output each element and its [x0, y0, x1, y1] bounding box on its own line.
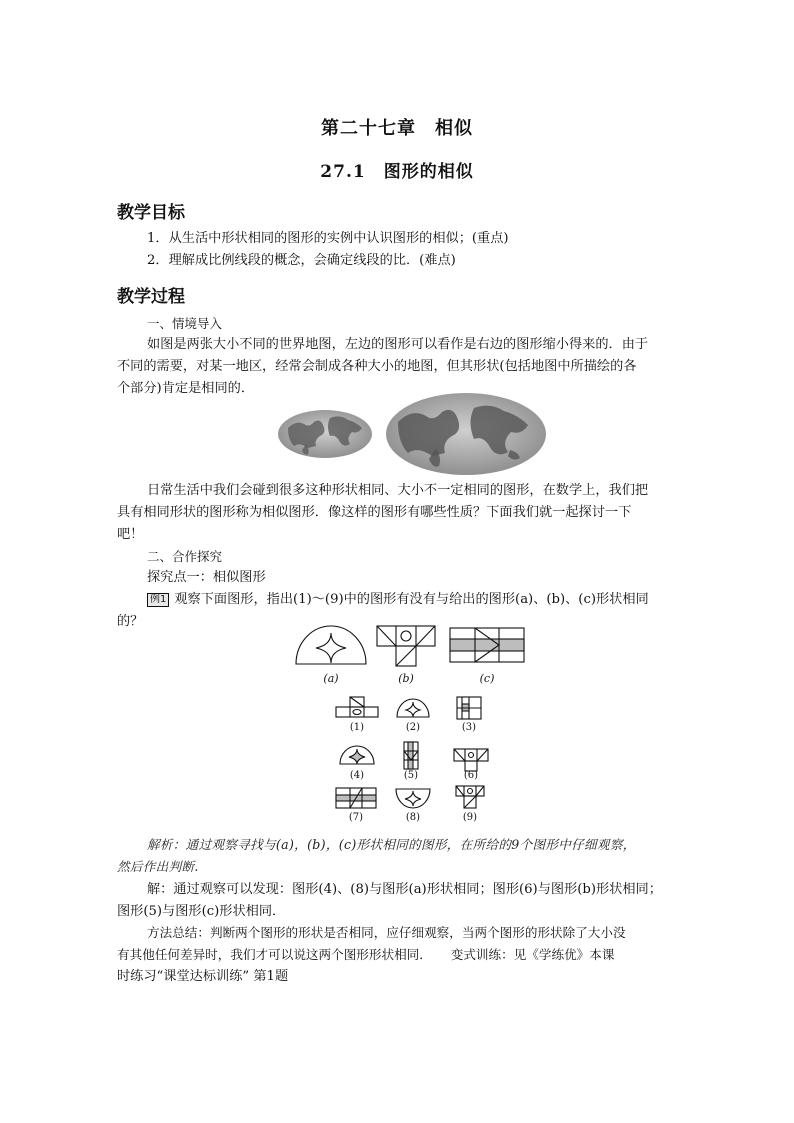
figure-4-shape	[340, 746, 374, 764]
example-badge: 例1	[147, 593, 169, 607]
summary-line-1: 方法总结：判断两个图形的形状是否相同，应仔细观察，当两个图形的形状除了大小没	[147, 925, 626, 940]
figure-number-1: (1)	[349, 722, 365, 733]
figure-3-shape	[457, 697, 481, 719]
analysis-line-1: 解析：通过观察寻找与(a)，(b)，(c)形状相同的图形，在所给的9个图形中仔细观察，	[147, 837, 636, 852]
figure-number-7: (7)	[348, 812, 364, 823]
figure-number-3: (3)	[461, 722, 477, 733]
part1-line-3: 个部分)肯定是相同的．	[117, 381, 255, 396]
example-text-1: 观察下面图形，指出(1)～(9)中的图形有没有与给出的图形(a)、(b)、(c)形状相同	[174, 592, 649, 607]
part1-after-line-1: 日常生活中我们会碰到很多这种形状相同、大小不一定相同的图形，在数学上，我们把	[147, 483, 649, 498]
summary-line-2: 有其他任何差异时，我们才可以说这两个图形形状相同． 变式训练：见《学练优》本课	[117, 947, 615, 962]
part1-title: 一、情境导入	[147, 316, 223, 331]
part2-title: 二、合作探究	[147, 549, 223, 564]
objective-item-1: 1．从生活中形状相同的图形的实例中认识图形的相似；(重点)	[147, 231, 509, 246]
figure-1-shape	[336, 697, 378, 717]
figure-9-shape	[456, 786, 484, 808]
figure-8-shape	[396, 789, 430, 808]
figure-number-8: (8)	[405, 812, 421, 823]
summary-line-3: 时练习“课堂达标训练” 第1题	[117, 969, 289, 984]
objectives-heading: 教学目标	[117, 203, 185, 223]
part1-line-2: 不同的需要，对某一地区，经常会制成各种大小的地图，但其形状(包括地图中所描绘的各	[117, 359, 637, 374]
solution-line-1: 解：通过观察可以发现：图形(4)、(8)与图形(a)形状相同；图形(6)与图形(b)形状相同；	[147, 882, 662, 897]
part1-line-1: 如图是两张大小不同的世界地图，左边的图形可以看作是右边的图形缩小得来的．由于	[147, 337, 649, 352]
figure-number-5: (5)	[403, 770, 419, 781]
solution-line-2: 图形(5)与图形(c)形状相同．	[117, 904, 286, 919]
figure-label-b: (b)	[398, 672, 414, 685]
figure-5-shape	[404, 742, 418, 769]
explore-point: 探究点一：相似图形	[147, 570, 266, 585]
part1-after-line-2: 具有相同形状的图形称为相似图形．像这样的图形有哪些性质？下面我们就一起探讨一下	[117, 505, 632, 520]
figure-number-4: (4)	[349, 770, 365, 781]
example-line-2: 的？	[117, 614, 144, 629]
figure-number-6: (6)	[463, 770, 479, 781]
process-heading: 教学过程	[117, 287, 185, 307]
figure-a-shape	[296, 626, 366, 664]
figure-7-shape	[336, 788, 376, 808]
figure-c-shape	[450, 628, 524, 662]
figure-number-9: (9)	[462, 812, 478, 823]
figure-6-shape	[454, 749, 488, 771]
figure-2-shape	[397, 699, 429, 717]
section-title: 27.1 图形的相似	[320, 162, 474, 182]
figure-b-shape	[377, 626, 435, 666]
figure-number-2: (2)	[405, 722, 421, 733]
objective-item-2: 2．理解成比例线段的概念，会确定线段的比．(难点)	[147, 253, 456, 268]
part1-after-line-3: 吧！	[117, 527, 144, 542]
figure-label-c: (c)	[479, 672, 495, 685]
analysis-line-2: 然后作出判断.	[117, 859, 199, 874]
chapter-title: 第二十七章 相似	[321, 118, 473, 139]
figure-label-a: (a)	[323, 672, 339, 685]
